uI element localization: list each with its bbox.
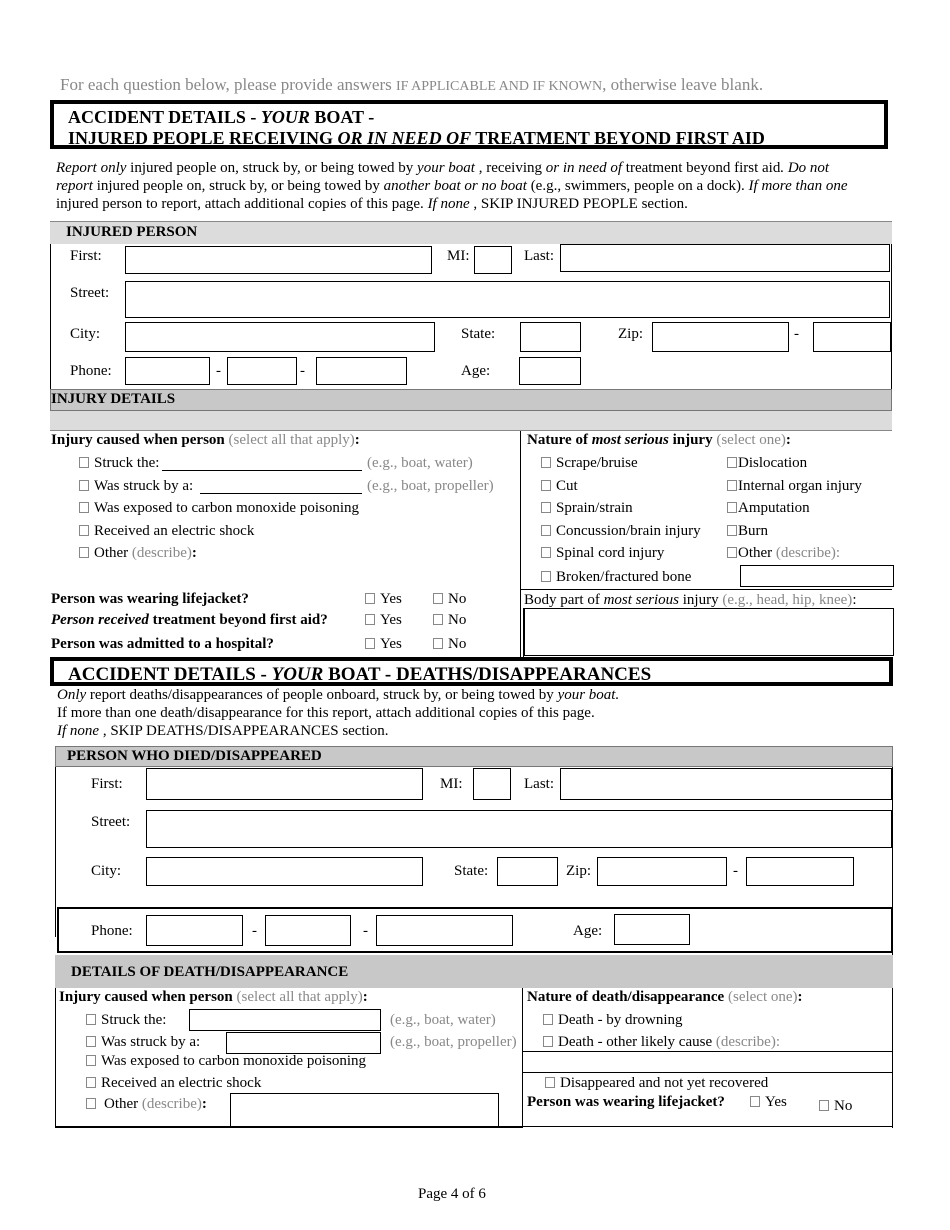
injury-details-spacer (50, 411, 892, 431)
checkbox-icon[interactable] (541, 457, 551, 468)
died-first-input[interactable] (146, 768, 423, 800)
died-last-input[interactable] (560, 768, 892, 800)
checkbox-icon[interactable] (541, 571, 551, 582)
last-label: Last: (524, 248, 554, 264)
body-part-input[interactable] (524, 608, 894, 656)
treatment-no[interactable]: No (433, 612, 466, 629)
was-struck-hint: (e.g., boat, propeller) (367, 478, 494, 494)
died-age-input[interactable] (614, 914, 690, 945)
struck-the-line[interactable] (162, 470, 362, 471)
checkbox-icon[interactable] (433, 638, 443, 649)
checkbox-icon[interactable] (545, 1077, 555, 1088)
checkbox-icon[interactable] (727, 547, 737, 558)
section-injured-header: ACCIDENT DETAILS - YOUR BOAT - INJURED PEOPLE RECEIVING OR IN NEED OF TREATMENT BEYOND FIRST AID (50, 100, 888, 149)
city-label: City: (70, 326, 101, 342)
phone-dash-1: - (216, 363, 221, 379)
died-street-input[interactable] (146, 810, 892, 848)
checkbox-icon[interactable] (727, 502, 737, 513)
checkbox-icon[interactable] (541, 525, 551, 536)
checkbox-icon[interactable] (541, 547, 551, 558)
treatment-yes[interactable]: Yes (365, 612, 402, 629)
death-disappeared-option[interactable]: Disappeared and not yet recovered (545, 1075, 768, 1092)
nature-broken[interactable]: Broken/fractured bone (541, 569, 691, 586)
section-injured-description: Report only injured people on, struck by, or being towed by your boat , receiving or in need of treatment beyond first aid. Do not report injured people on, struck by, or being towed by another boat or no boat (e.g., swimmers, people on a dock). If more than one injured person to report, attach additional copies of this page. If none , SKIP INJURED PEOPLE section. (56, 160, 848, 212)
died-city-input[interactable] (146, 857, 423, 886)
phone-prefix-input[interactable] (227, 357, 297, 385)
mi-input[interactable] (474, 246, 512, 274)
checkbox-icon[interactable] (543, 1014, 553, 1025)
death-other-cause-option[interactable]: Death - other likely cause (describe): (543, 1034, 780, 1051)
first-name-input[interactable] (125, 246, 432, 274)
death-struck-the-hint: (e.g., boat, water) (390, 1012, 496, 1028)
zip-label: Zip: (618, 326, 643, 342)
death-other-option[interactable]: Other (describe): (86, 1096, 207, 1113)
age-input[interactable] (519, 357, 581, 385)
checkbox-icon[interactable] (727, 480, 737, 491)
lifejacket-no[interactable]: No (433, 591, 466, 608)
hospital-question: Person was admitted to a hospital? (51, 636, 274, 652)
other-option[interactable]: Other (describe): (79, 545, 197, 562)
died-street-label: Street: (91, 814, 131, 830)
checkbox-icon[interactable] (86, 1036, 96, 1047)
struck-the-option[interactable]: Struck the: (79, 455, 159, 472)
died-phone-prefix-input[interactable] (265, 915, 351, 946)
street-label: Street: (70, 285, 110, 301)
died-zip-dash: - (733, 863, 738, 879)
phone-line-input[interactable] (316, 357, 407, 385)
injured-person-header: INJURED PERSON (50, 221, 892, 244)
lifejacket-question: Person was wearing lifejacket? (51, 591, 249, 607)
state-input[interactable] (520, 322, 581, 352)
died-state-input[interactable] (497, 857, 558, 886)
death-lifejacket-no[interactable]: No (819, 1098, 852, 1115)
died-mi-label: MI: (440, 776, 463, 792)
phone-dash-2: - (300, 363, 305, 379)
death-other-input[interactable] (230, 1093, 499, 1127)
checkbox-icon[interactable] (727, 525, 737, 536)
death-lifejacket-question: Person was wearing lifejacket? (527, 1094, 725, 1110)
death-drowning-option[interactable]: Death - by drowning (543, 1012, 683, 1029)
died-first-label: First: (91, 776, 123, 792)
nature-other-input[interactable] (740, 565, 894, 587)
hospital-no[interactable]: No (433, 636, 466, 653)
death-was-struck-input[interactable] (226, 1032, 381, 1054)
checkbox-icon[interactable] (365, 614, 375, 625)
checkbox-icon[interactable] (79, 457, 89, 468)
checkbox-icon[interactable] (541, 480, 551, 491)
nature-internal[interactable]: Internal organ injury (727, 478, 862, 495)
phone-label: Phone: (70, 363, 112, 379)
treatment-question: Person received treatment beyond first aid? (51, 612, 328, 628)
checkbox-icon[interactable] (433, 614, 443, 625)
checkbox-icon[interactable] (86, 1098, 96, 1109)
died-phone-line-input[interactable] (376, 915, 513, 946)
section-deaths-description: Only report deaths/disappearances of people onboard, struck by, or being towed by your boat. If more than one death/disappearance for this report, attach additional copies of this page. If none , SKIP DEATHS/DISAPPEARANCES section. (57, 687, 620, 739)
died-state-label: State: (454, 863, 489, 879)
died-city-label: City: (91, 863, 122, 879)
nature-sprain[interactable]: Sprain/strain (541, 500, 633, 517)
phone-area-input[interactable] (125, 357, 210, 385)
page-number: Page 4 of 6 (418, 1186, 486, 1202)
died-phone-area-input[interactable] (146, 915, 243, 946)
zip-input[interactable] (652, 322, 789, 352)
checkbox-icon[interactable] (86, 1077, 96, 1088)
checkbox-icon[interactable] (365, 593, 375, 604)
death-carbon-option[interactable]: Was exposed to carbon monoxide poisoning (86, 1053, 366, 1070)
checkbox-icon[interactable] (433, 593, 443, 604)
died-mi-input[interactable] (473, 768, 511, 800)
checkbox-icon[interactable] (365, 638, 375, 649)
nature-concussion[interactable]: Concussion/brain injury (541, 523, 701, 540)
lifejacket-yes[interactable]: Yes (365, 591, 402, 608)
death-was-struck-hint: (e.g., boat, propeller) (390, 1034, 517, 1050)
nature-cut[interactable]: Cut (541, 478, 578, 495)
last-name-input[interactable] (560, 244, 890, 272)
checkbox-icon[interactable] (727, 457, 737, 468)
body-part-label: Body part of most serious injury (e.g., head, hip, knee): (524, 592, 857, 608)
death-struck-the-option[interactable]: Struck the: (86, 1012, 166, 1029)
nature-amputation[interactable]: Amputation (727, 500, 810, 517)
death-lifejacket-yes[interactable]: Yes (750, 1094, 787, 1111)
section-deaths-header: ACCIDENT DETAILS - YOUR BOAT - DEATHS/DISAPPEARANCES (50, 657, 893, 686)
person-died-header: PERSON WHO DIED/DISAPPEARED (55, 746, 893, 767)
mi-label: MI: (447, 248, 470, 264)
checkbox-icon[interactable] (79, 480, 89, 491)
nature-dislocation[interactable]: Dislocation (727, 455, 807, 472)
shock-option[interactable]: Received an electric shock (79, 523, 254, 540)
zip-dash: - (794, 326, 799, 342)
was-struck-option[interactable]: Was struck by a: (79, 478, 193, 495)
death-nature-label: Nature of death/disappearance (select one): (527, 989, 803, 1005)
died-zip-input[interactable] (597, 857, 727, 886)
carbon-option[interactable]: Was exposed to carbon monoxide poisoning (79, 500, 359, 517)
death-shock-option[interactable]: Received an electric shock (86, 1075, 261, 1092)
checkbox-icon[interactable] (79, 502, 89, 513)
died-last-label: Last: (524, 776, 554, 792)
died-phone-label: Phone: (91, 923, 133, 939)
checkbox-icon[interactable] (819, 1100, 829, 1111)
nature-label: Nature of most serious injury (select one): (527, 432, 791, 448)
age-label: Age: (461, 363, 491, 379)
nature-burn[interactable]: Burn (727, 523, 768, 540)
first-label: First: (70, 248, 102, 264)
checkbox-icon[interactable] (750, 1096, 760, 1107)
injury-details-header: INJURY DETAILS (50, 389, 892, 411)
died-phone-dash-1: - (252, 923, 257, 939)
intro-instructions: For each question below, please provide answers IF APPLICABLE AND IF KNOWN, otherwise leave blank. (60, 75, 764, 94)
checkbox-icon[interactable] (543, 1036, 553, 1047)
death-caused-label: Injury caused when person (select all that apply): (59, 989, 368, 1005)
street-input[interactable] (125, 281, 890, 318)
city-input[interactable] (125, 322, 435, 352)
death-was-struck-option[interactable]: Was struck by a: (86, 1034, 200, 1051)
checkbox-icon[interactable] (79, 525, 89, 536)
struck-the-hint: (e.g., boat, water) (367, 455, 473, 471)
checkbox-icon[interactable] (79, 547, 89, 558)
injury-caused-label: Injury caused when person (select all that apply): (51, 432, 360, 448)
state-label: State: (461, 326, 496, 342)
death-other-cause-input[interactable] (522, 1051, 893, 1073)
zip-ext-input[interactable] (813, 322, 891, 352)
nature-scrape[interactable]: Scrape/bruise (541, 455, 638, 472)
died-zip-label: Zip: (566, 863, 591, 879)
was-struck-line[interactable] (200, 493, 362, 494)
death-details-header: DETAILS OF DEATH/DISAPPEARANCE (55, 955, 893, 988)
died-zip-ext-input[interactable] (746, 857, 854, 886)
hospital-yes[interactable]: Yes (365, 636, 402, 653)
nature-other[interactable]: Other (describe): (727, 545, 840, 562)
checkbox-icon[interactable] (541, 502, 551, 513)
death-struck-the-input[interactable] (189, 1009, 381, 1031)
checkbox-icon[interactable] (86, 1055, 96, 1066)
checkbox-icon[interactable] (86, 1014, 96, 1025)
died-age-label: Age: (573, 923, 603, 939)
nature-spinal[interactable]: Spinal cord injury (541, 545, 664, 562)
died-phone-dash-2: - (363, 923, 368, 939)
